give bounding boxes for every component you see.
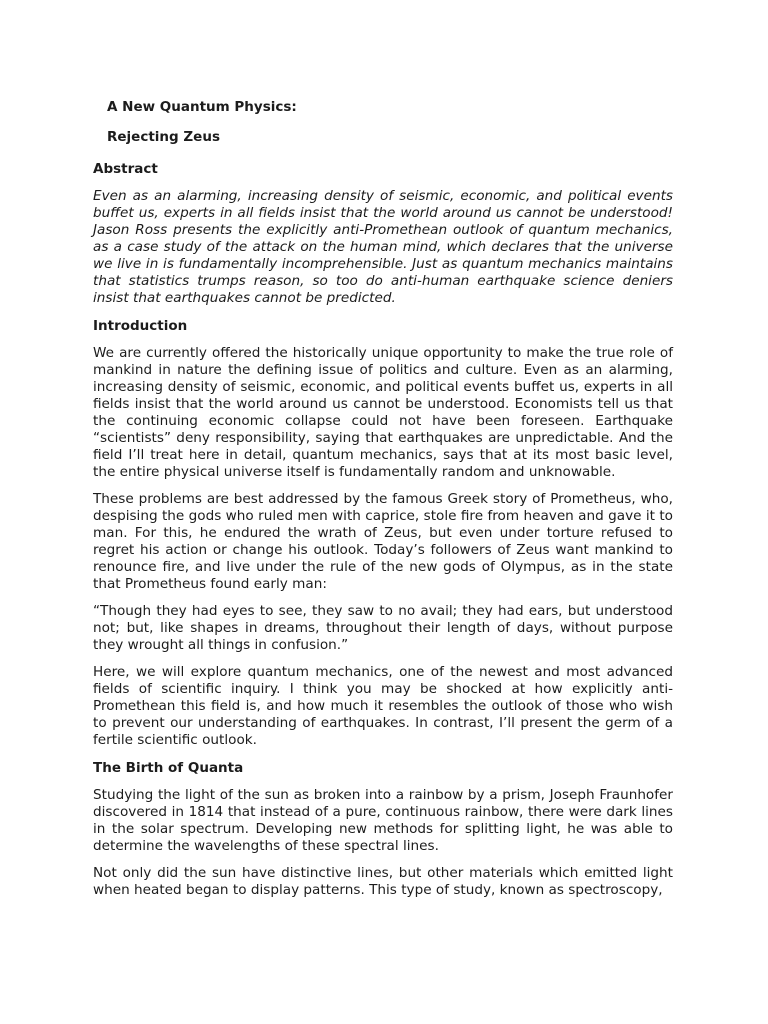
abstract-heading: Abstract bbox=[93, 161, 158, 177]
document-page bbox=[93, 98, 673, 899]
document-title-line-1: A New Quantum Physics: bbox=[107, 99, 297, 115]
birth-of-quanta-paragraph-1: Studying the light of the sun as broken into a rainbow by a prism, Joseph Fraunhofer discovered in 1814 that instead of a pure, continuous rainbow, there were dark lines in the solar spectrum. Developing new methods for splitting light, he was able to determine the wavelengths of these spectral lines. bbox=[93, 787, 673, 854]
document-title-line-2: Rejecting Zeus bbox=[107, 129, 220, 145]
abstract-paragraph: Even as an alarming, increasing density of seismic, economic, and political events buffet us, experts in all fields insist that the world around us cannot be understood! Jason Ross presents the explicitly anti-Promethean outlook of quantum mechanics, as a case study of the attack on the human mind, which declares that the universe we live in is fundamentally incomprehensible. Just as quantum mechanics maintains that statistics trumps reason, so too do anti-human earthquake science deniers insist that earthquakes cannot be predicted. bbox=[93, 188, 673, 306]
introduction-paragraph-2: These problems are best addressed by the famous Greek story of Prometheus, who, despising the gods who ruled men with caprice, stole fire from heaven and gave it to man. For this, he endured the wrath of Zeus, but even under torture refused to regret his action or change his outlook. Today’s followers of Zeus want mankind to renounce fire, and live under the rule of the new gods of Olympus, as in the state that Prometheus found early man: bbox=[93, 491, 673, 592]
introduction-paragraph-3: Here, we will explore quantum mechanics, one of the newest and most advanced fields of scientific inquiry. I think you may be shocked at how explicitly anti-Promethean this field is, and how much it resembles the outlook of those who wish to prevent our understanding of earthquakes. In contrast, I’ll present the germ of a fertile scientific outlook. bbox=[93, 664, 673, 748]
introduction-heading: Introduction bbox=[93, 318, 188, 334]
birth-of-quanta-heading: The Birth of Quanta bbox=[93, 760, 244, 776]
introduction-paragraph-1: We are currently offered the historically unique opportunity to make the true role of mankind in nature the defining issue of politics and culture. Even as an alarming, increasing density of seismic, economic, and political events buffet us, experts in all fields insist that the world around us cannot be understood. Economists tell us that the continuing economic collapse could not have been foreseen. Earthquake “scientists” deny responsibility, saying that earthquakes are unpredictable. And the field I’ll treat here in detail, quantum mechanics, says that at its most basic level, the entire physical universe itself is fundamentally random and unknowable. bbox=[93, 345, 673, 480]
birth-of-quanta-paragraph-2: Not only did the sun have distinctive lines, but other materials which emitted light when heated began to display patterns. This type of study, known as spectroscopy, bbox=[93, 865, 673, 898]
introduction-quote: “Though they had eyes to see, they saw to no avail; they had ears, but understood not; but, like shapes in dreams, throughout their length of days, without purpose they wrought all things in confusion.” bbox=[93, 603, 673, 653]
